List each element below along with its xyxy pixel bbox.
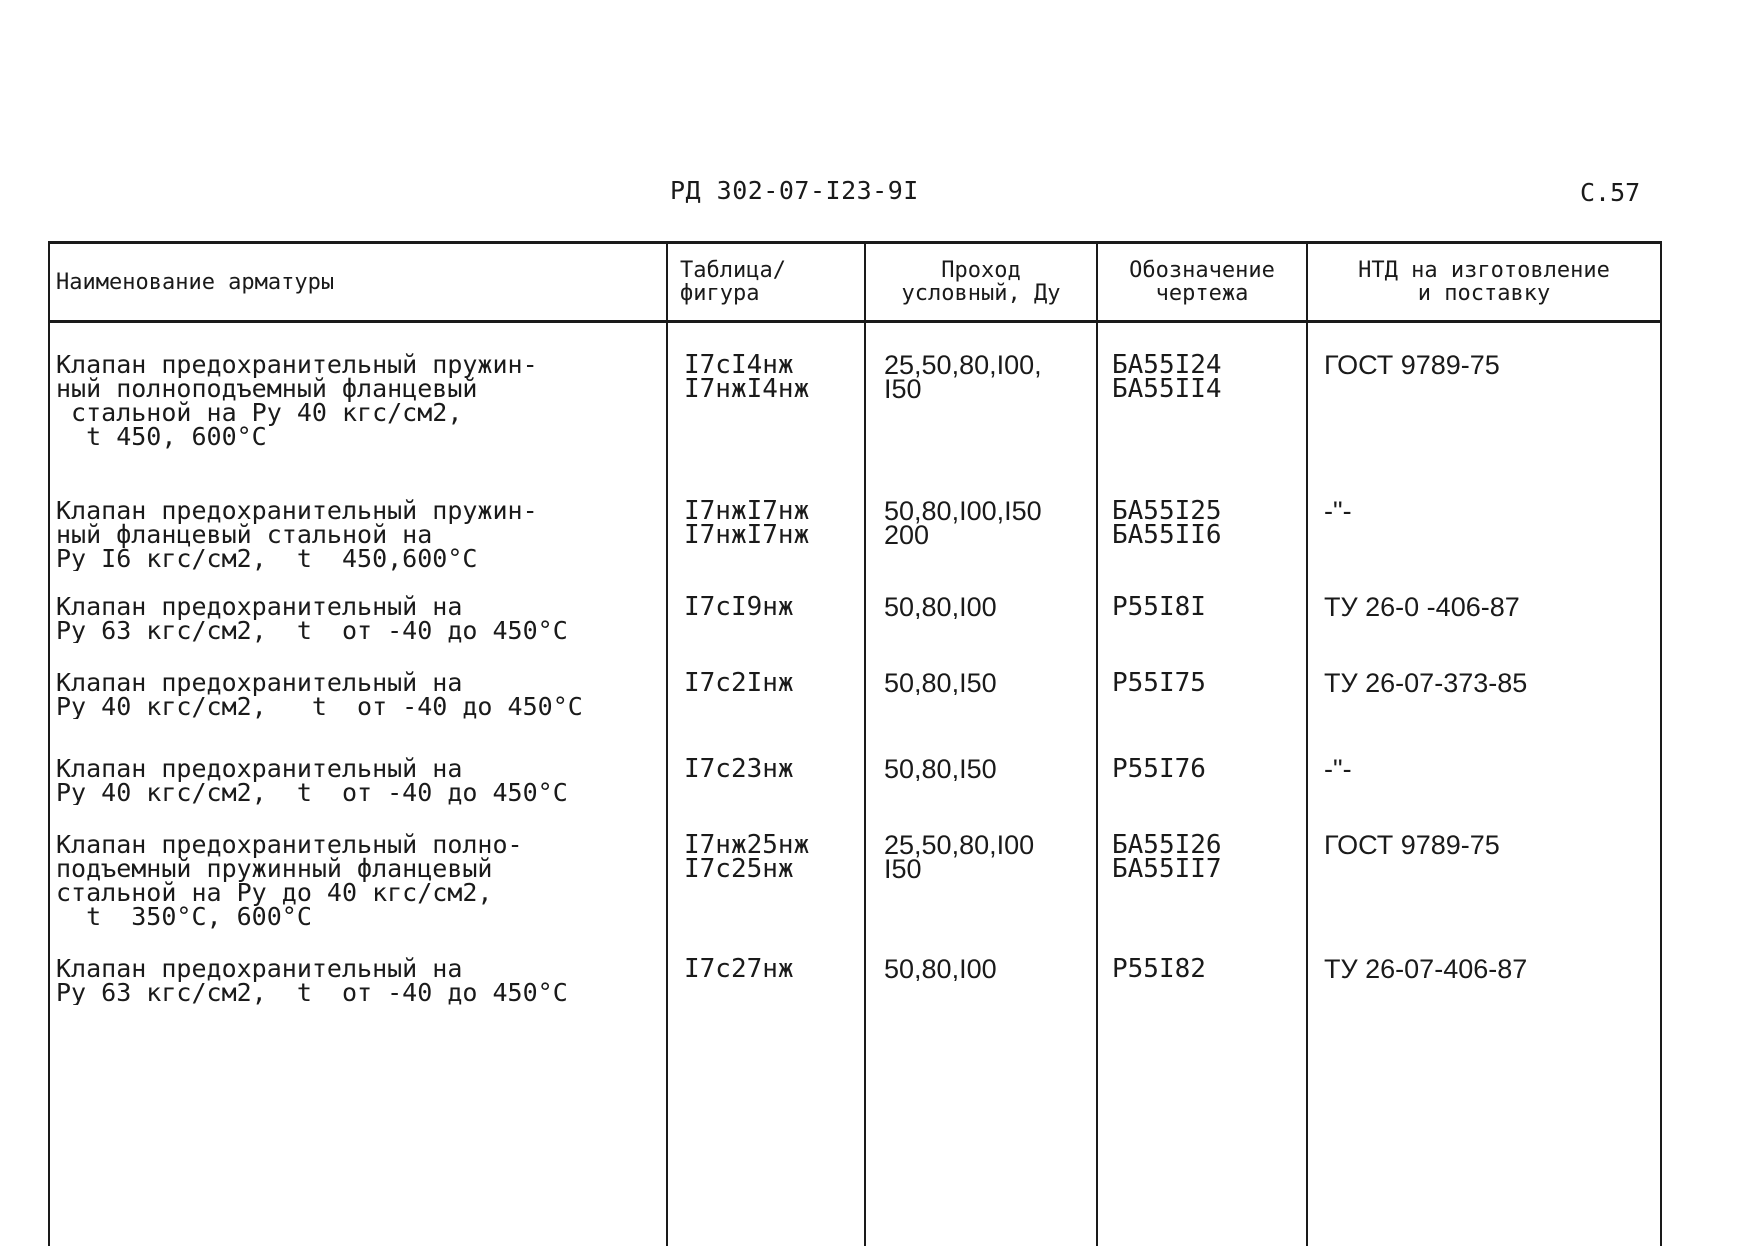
nominal-diameter-cell: 50,80,I00	[865, 595, 1097, 671]
drawing-cell: Р55I76	[1097, 757, 1307, 833]
table-figure-cell: I7с2Iнж	[667, 671, 865, 757]
column-header-name: Наименование арматуры	[49, 243, 667, 322]
table-header	[49, 243, 1661, 322]
table-figure-cell: I7сI9нж	[667, 595, 865, 671]
page-number: С.57	[1580, 178, 1641, 207]
drawing-cell: БА55I24 БА55II4	[1097, 353, 1307, 499]
table-row	[49, 671, 1661, 757]
document-code: РД 302-07-I23-9I	[670, 176, 919, 205]
table-row	[49, 833, 1661, 957]
nominal-diameter-cell: 25,50,80,I00 I50	[865, 833, 1097, 957]
table-row	[49, 595, 1661, 671]
drawing-cell: Р55I75	[1097, 671, 1307, 757]
table-figure-cell: I7с23нж	[667, 757, 865, 833]
nominal-diameter-cell: 50,80,I00	[865, 957, 1097, 1017]
table-figure-cell: I7с27нж	[667, 957, 865, 1017]
ntd-cell: ГОСТ 9789-75	[1307, 353, 1661, 499]
nominal-diameter-cell: 25,50,80,I00, I50	[865, 353, 1097, 499]
column-header-drawing: Обозначение чертежа	[1097, 243, 1307, 322]
drawing-cell: БА55I26 БА55II7	[1097, 833, 1307, 957]
table-row	[49, 957, 1661, 1017]
nominal-diameter-cell: 50,80,I00,I50 200	[865, 499, 1097, 595]
ntd-cell: -"-	[1307, 757, 1661, 833]
drawing-cell: Р55I8I	[1097, 595, 1307, 671]
valve-name-cell: Клапан предохранительный полно- подъемный пружинный фланцевый стальной на Ру до 40 кгс/см2, t 350°С, 600°С	[49, 833, 667, 957]
nominal-diameter-cell: 50,80,I50	[865, 757, 1097, 833]
table-figure-cell: I7нж25нж I7с25нж	[667, 833, 865, 957]
table-empty-area	[49, 1017, 1661, 1246]
drawing-cell: Р55I82	[1097, 957, 1307, 1017]
table-spacer	[49, 322, 1661, 354]
ntd-cell: -"-	[1307, 499, 1661, 595]
table-figure-cell: I7нжI7нж I7нжI7нж	[667, 499, 865, 595]
table-row	[49, 353, 1661, 499]
valve-name-cell: Клапан предохранительный на Ру 40 кгс/см2, t от -40 до 450°С	[49, 671, 667, 757]
table-row	[49, 499, 1661, 595]
column-header-nominal-diameter: Проход условный, Ду	[865, 243, 1097, 322]
ntd-cell: ГОСТ 9789-75	[1307, 833, 1661, 957]
valve-name-cell: Клапан предохранительный на Ру 63 кгс/см2, t от -40 до 450°С	[49, 957, 667, 1017]
table-figure-cell: I7сI4нж I7нжI4нж	[667, 353, 865, 499]
ntd-cell: ТУ 26-0 -406-87	[1307, 595, 1661, 671]
valves-table	[48, 241, 1662, 1246]
ntd-cell: ТУ 26-07-373-85	[1307, 671, 1661, 757]
valve-name-cell: Клапан предохранительный на Ру 63 кгс/см2, t от -40 до 450°С	[49, 595, 667, 671]
drawing-cell: БА55I25 БА55II6	[1097, 499, 1307, 595]
nominal-diameter-cell: 50,80,I50	[865, 671, 1097, 757]
column-header-table-figure: Таблица/ фигура	[667, 243, 865, 322]
valve-name-cell: Клапан предохранительный пружин- ный фланцевый стальной на Ру I6 кгс/см2, t 450,600°С	[49, 499, 667, 595]
ntd-cell: ТУ 26-07-406-87	[1307, 957, 1661, 1017]
valve-name-cell: Клапан предохранительный пружин- ный полноподъемный фланцевый стальной на Ру 40 кгс/см2, t 450, 600°С	[49, 353, 667, 499]
table-row	[49, 757, 1661, 833]
column-header-ntd: НТД на изготовление и поставку	[1307, 243, 1661, 322]
valve-name-cell: Клапан предохранительный на Ру 40 кгс/см2, t от -40 до 450°С	[49, 757, 667, 833]
